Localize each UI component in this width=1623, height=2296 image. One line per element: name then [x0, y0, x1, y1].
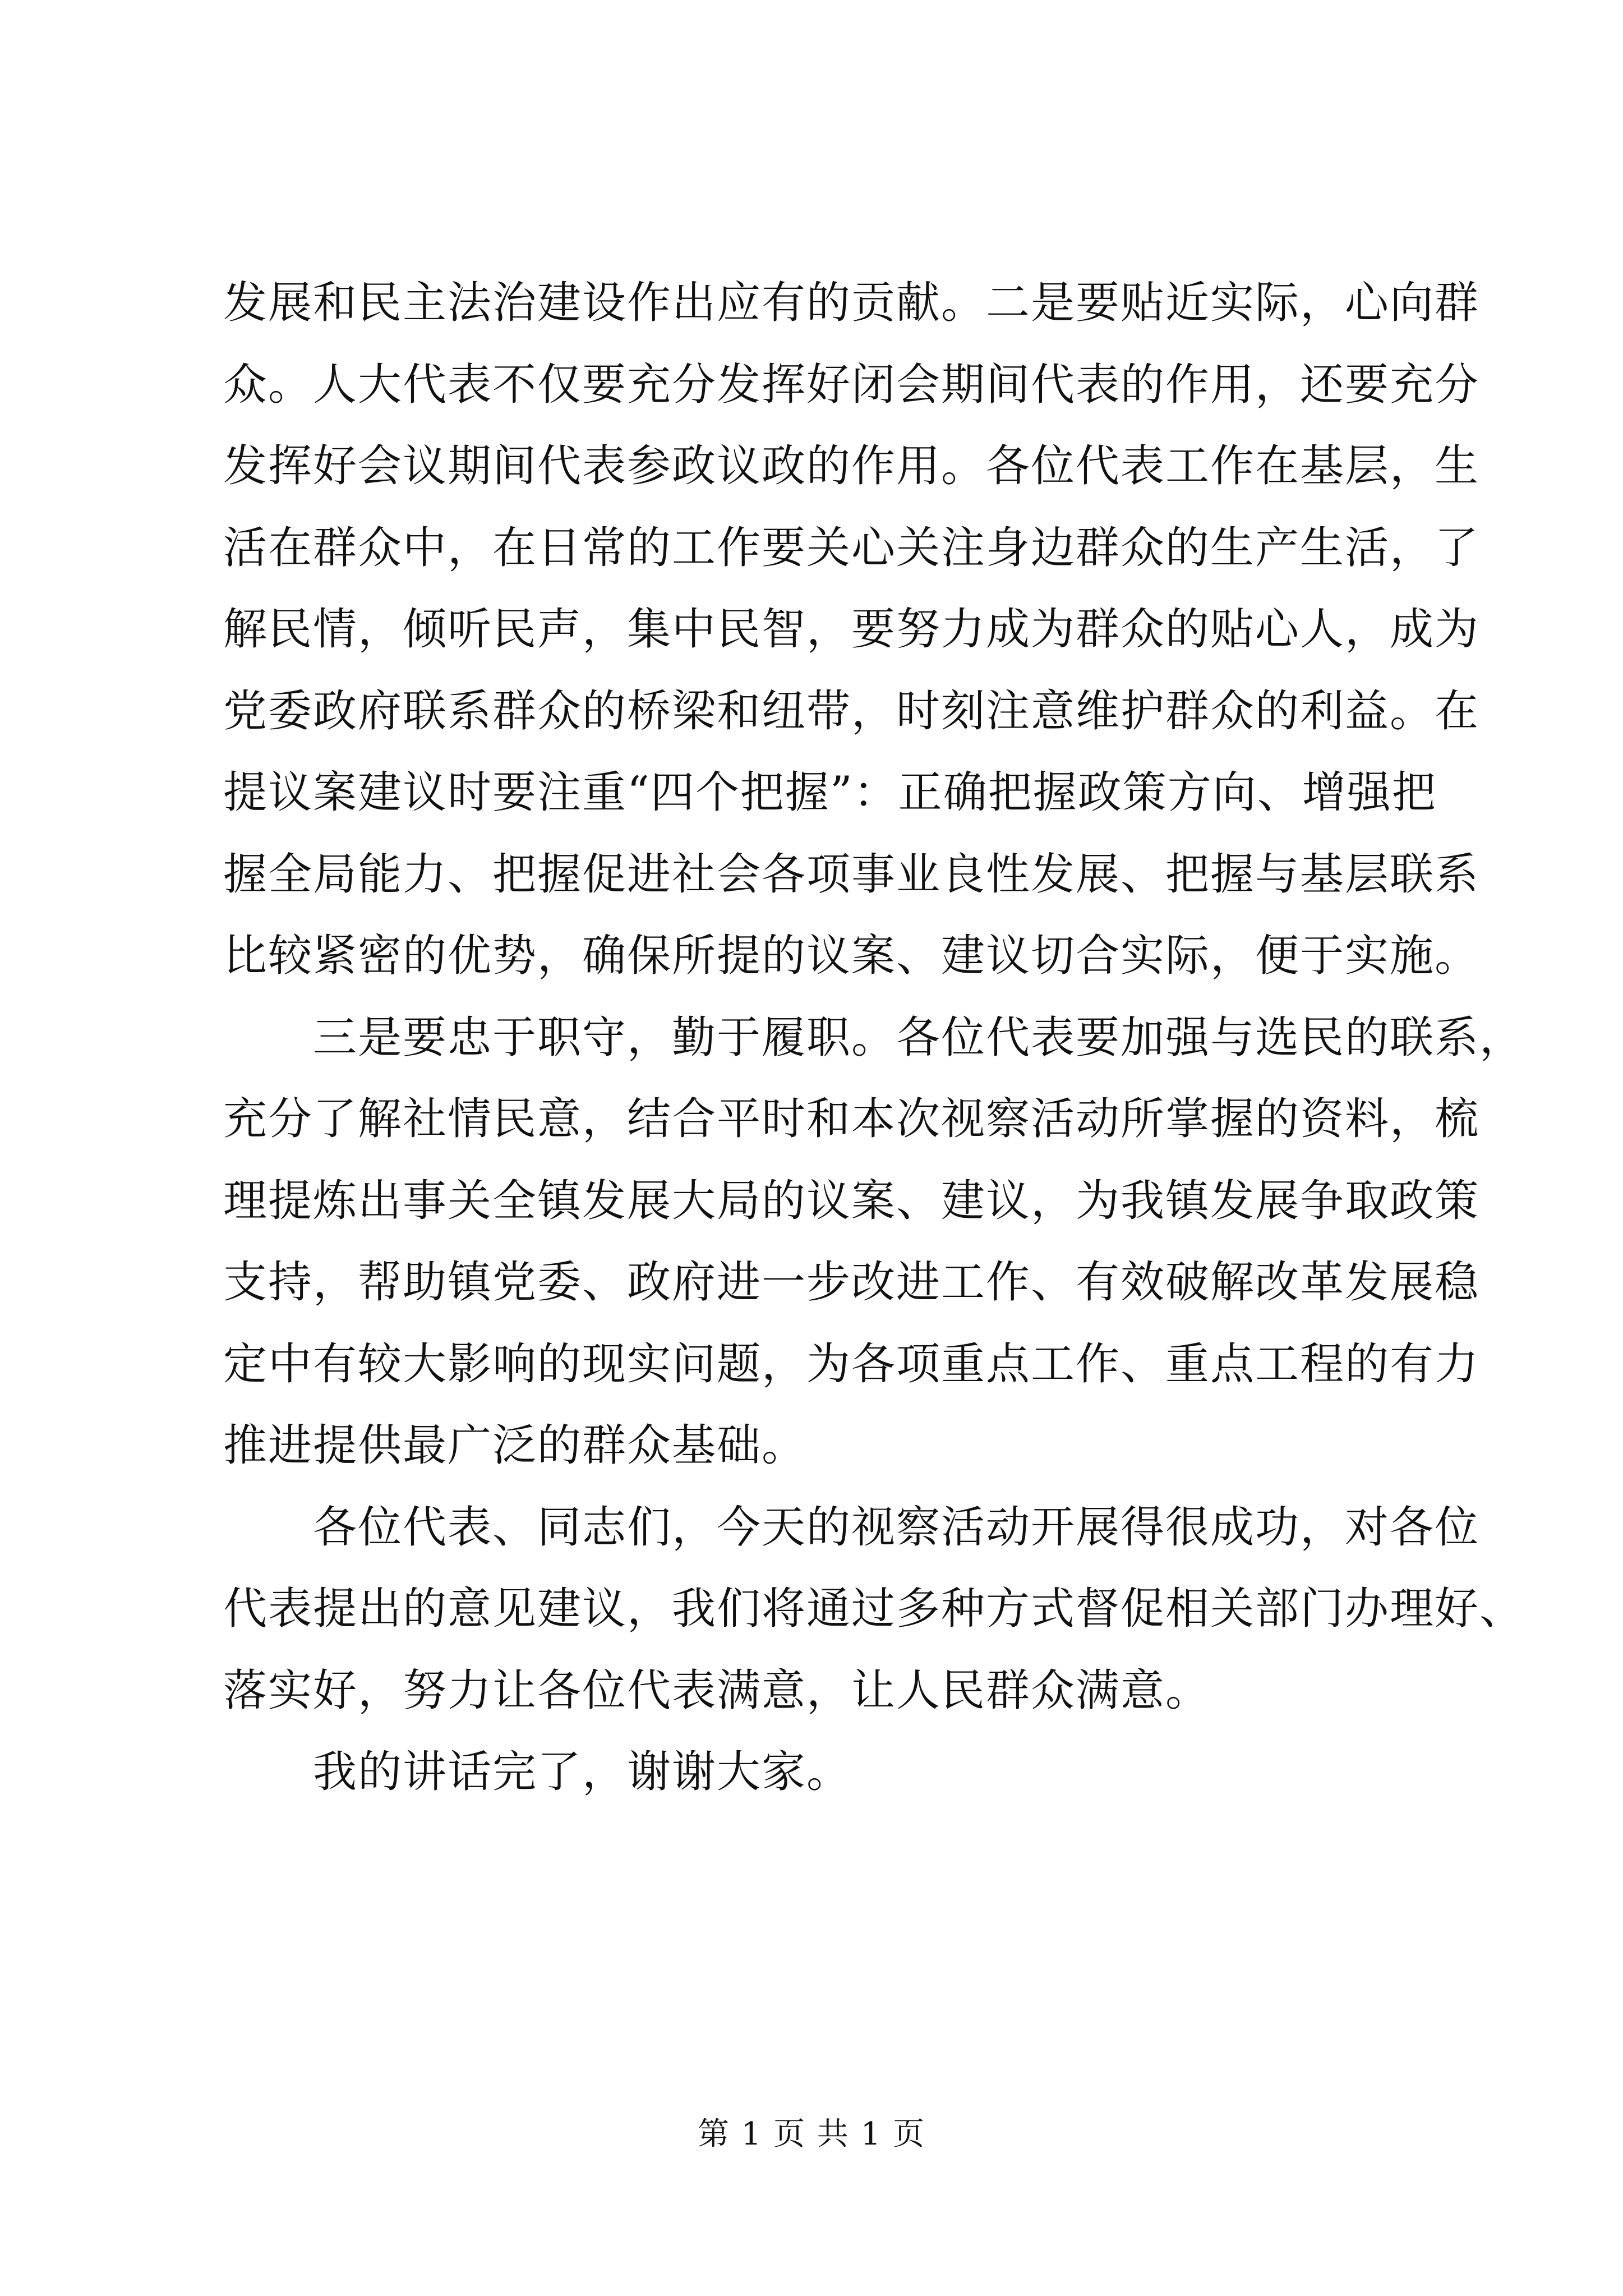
- paragraph: [223, 263, 1480, 997]
- text-line: 握全局能力、把握促进社会各项事业良性发展、把握与基层联系: [223, 849, 1480, 900]
- text-line: 众。人大代表不仅要充分发挥好闭会期间代表的作用，还要充分: [223, 359, 1480, 410]
- text-line: 提议案建议时要注重“四个把握”：正确把握政策方向、增强把: [223, 767, 1437, 818]
- text-line: 党委政府联系群众的桥梁和纽带，时刻注意维护群众的利益。在: [223, 685, 1480, 737]
- text-line: 发展和民主法治建设作出应有的贡献。二是要贴近实际，心向群: [223, 278, 1480, 328]
- paragraph: [223, 1487, 1525, 1732]
- text-line: 各位代表、同志们，今天的视察活动开展得很成功，对各位: [313, 1502, 1480, 1553]
- text-line: 三是要忠于职守，勤于履职。各位代表要加强与选民的联系，: [313, 1012, 1525, 1063]
- text-line: 代表提出的意见建议，我们将通过多种方式督促相关部门办理好、: [223, 1584, 1525, 1634]
- text-line: 推进提供最广泛的群众基础。: [223, 1420, 807, 1471]
- paragraph: [223, 1732, 1423, 1814]
- text-line: 比较紧密的优势，确保所提的议案、建议切合实际，便于实施。: [223, 931, 1480, 981]
- text-line: 充分了解社情民意，结合平时和本次视察活动所掌握的资料，梳: [223, 1094, 1480, 1144]
- body-text: [223, 263, 1525, 1814]
- text-line: 解民情，倾听民声，集中民智，要努力成为群众的贴心人，成为: [223, 604, 1480, 655]
- text-line: 发挥好会议期间代表参政议政的作用。各位代表工作在基层，生: [223, 441, 1480, 491]
- text-line: 活在群众中，在日常的工作要关心关注身边群众的生产生活，了: [223, 522, 1480, 573]
- page-number-footer: 第 1 页 共 1 页: [697, 2116, 926, 2152]
- text-line: 理提炼出事关全镇发展大局的议案、建议，为我镇发展争取政策: [223, 1175, 1480, 1226]
- paragraph: [223, 997, 1525, 1487]
- text-line: 我的讲话完了，谢谢大家。: [313, 1747, 852, 1797]
- text-line: 落实好，努力让各位代表满意，让人民群众满意。: [223, 1665, 1211, 1716]
- text-line: 支持，帮助镇党委、政府进一步改进工作、有效破解改革发展稳: [223, 1257, 1480, 1308]
- text-line: 定中有较大影响的现实问题，为各项重点工作、重点工程的有力: [223, 1338, 1480, 1389]
